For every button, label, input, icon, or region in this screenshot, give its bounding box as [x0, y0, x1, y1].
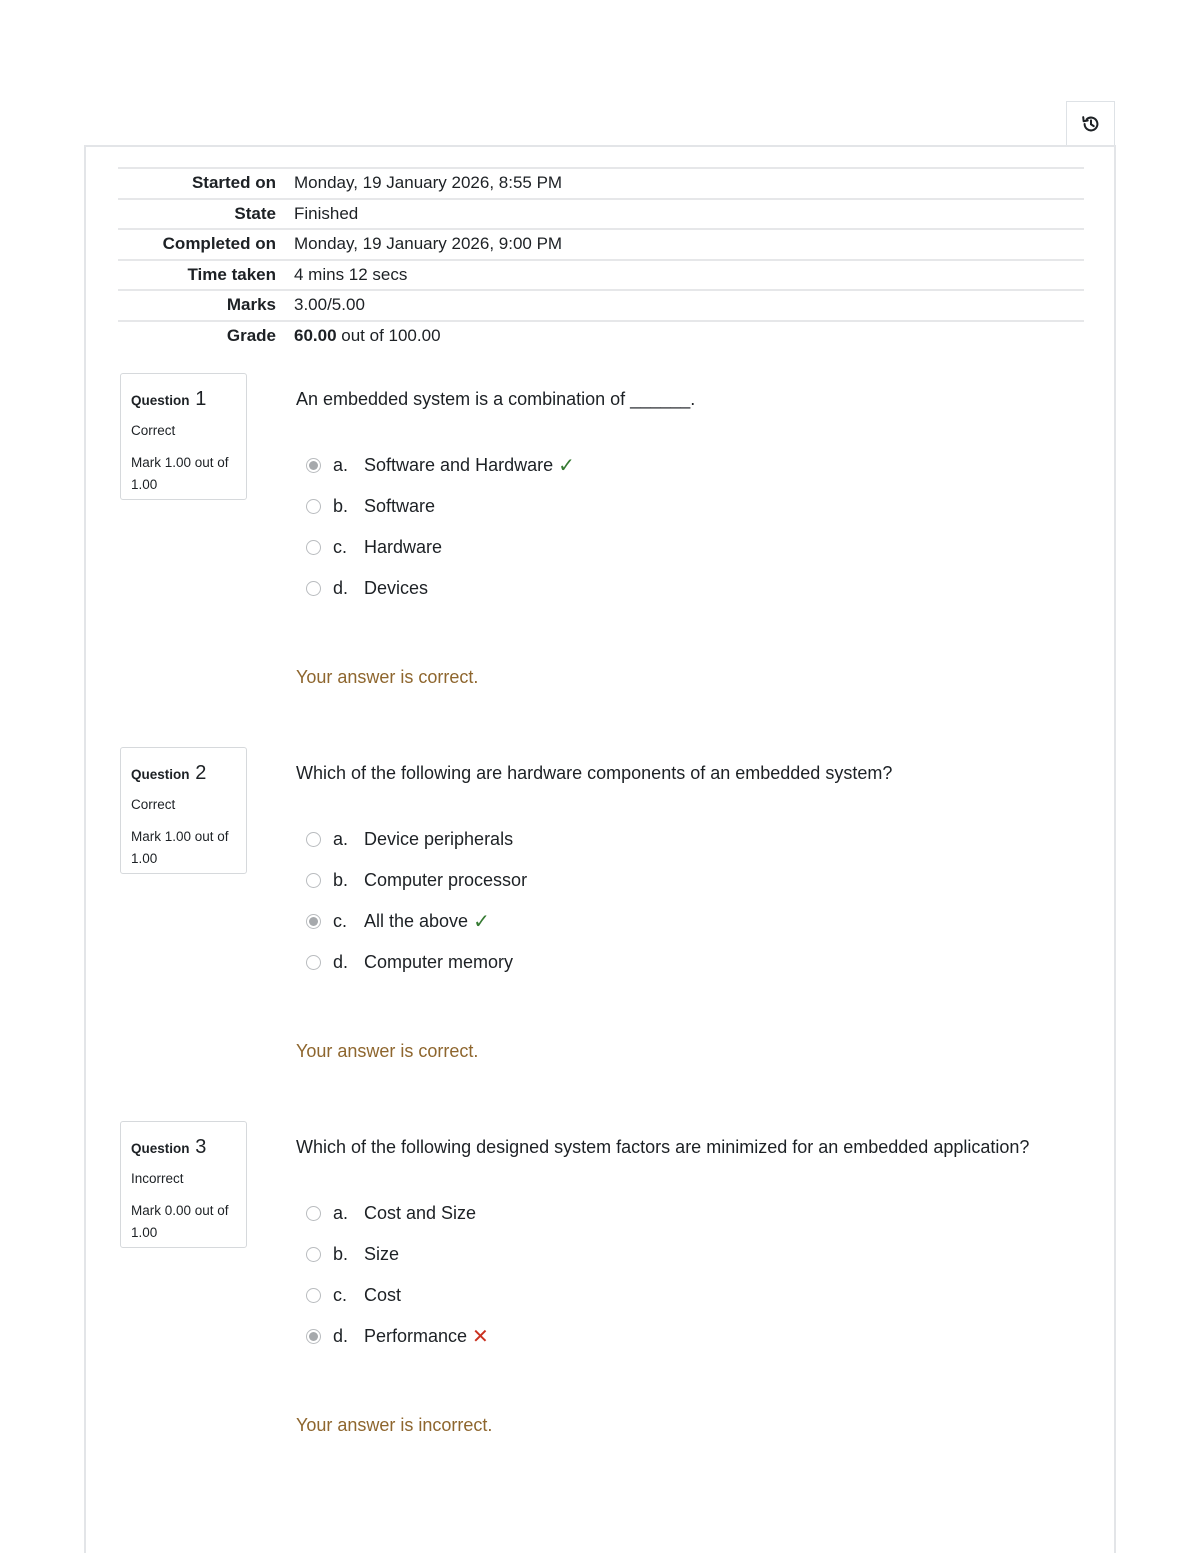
quiz-review-panel [84, 145, 1116, 1553]
answer-letter: d. [333, 952, 349, 972]
answer-text: Hardware [364, 537, 443, 557]
radio-button[interactable] [306, 955, 321, 970]
summary-value: 4 mins 12 secs [292, 260, 1084, 291]
radio-button[interactable] [306, 1288, 321, 1303]
question-title: Question [131, 767, 190, 782]
summary-value: Monday, 19 January 2026, 8:55 PM [292, 168, 1084, 199]
answer-letter: c. [333, 911, 348, 931]
answer-option[interactable] [306, 901, 527, 942]
radio-button-selected[interactable] [306, 914, 321, 929]
question-grade: Mark 1.00 out of 1.00 [131, 828, 229, 866]
answer-letter: b. [333, 1244, 349, 1264]
summary-row-started [118, 168, 1084, 199]
question-text: Which of the following designed system factors are minimized for an embedded application? [296, 1137, 1030, 1157]
question-number [131, 758, 236, 789]
question-number [131, 1132, 236, 1163]
radio-button[interactable] [306, 581, 321, 596]
answer-letter: b. [333, 496, 349, 516]
radio-button[interactable] [306, 873, 321, 888]
cross-icon: ✕ [472, 1326, 489, 1348]
radio-button[interactable] [306, 499, 321, 514]
question-title: Question [131, 393, 190, 408]
question-number [131, 384, 236, 415]
answer-feedback: Your answer is correct. [296, 667, 479, 687]
summary-label: Completed on [118, 229, 292, 260]
question-info [120, 1121, 247, 1248]
summary-label: Grade [118, 321, 292, 352]
summary-row-marks [118, 290, 1084, 321]
answer-letter: b. [333, 870, 349, 890]
answer-feedback: Your answer is incorrect. [296, 1415, 493, 1435]
answer-option[interactable] [306, 1316, 489, 1357]
summary-label: Started on [118, 168, 292, 199]
attempt-summary [118, 167, 1084, 351]
summary-row-time-taken [118, 260, 1084, 291]
summary-value: Finished [292, 199, 1084, 230]
history-icon [1080, 113, 1102, 135]
question-num: 1 [195, 388, 207, 410]
grade-score: 60.00 [294, 326, 337, 346]
summary-row-completed [118, 229, 1084, 260]
history-button[interactable] [1066, 101, 1115, 147]
summary-row-grade [118, 321, 1084, 352]
answer-option[interactable] [306, 527, 575, 568]
answer-option[interactable] [306, 1234, 489, 1275]
answer-letter: d. [333, 578, 349, 598]
question-state: Correct [131, 423, 176, 438]
answer-letter: c. [333, 1285, 348, 1305]
summary-value: Monday, 19 January 2026, 9:00 PM [292, 229, 1084, 260]
answer-letter: a. [333, 1203, 349, 1223]
answer-text: All the above [364, 911, 469, 931]
radio-button-selected[interactable] [306, 458, 321, 473]
grade-suffix: out of 100.00 [336, 326, 441, 346]
answer-letter: c. [333, 537, 348, 557]
check-icon: ✓ [558, 455, 575, 477]
answer-list [306, 1193, 489, 1357]
answer-text: Device peripherals [364, 829, 514, 849]
question-num: 2 [195, 762, 207, 784]
answer-text: Cost and Size [364, 1203, 477, 1223]
answer-option[interactable] [306, 860, 527, 901]
answer-list [306, 819, 527, 983]
question-grade: Mark 1.00 out of 1.00 [131, 454, 229, 492]
question-text: Which of the following are hardware components of an embedded system? [296, 763, 893, 783]
answer-option[interactable] [306, 568, 575, 609]
answer-option[interactable] [306, 1275, 489, 1316]
answer-text: Computer memory [364, 952, 514, 972]
check-icon: ✓ [473, 911, 490, 933]
radio-button[interactable] [306, 832, 321, 847]
answer-text: Computer processor [364, 870, 528, 890]
answer-option[interactable] [306, 942, 527, 983]
answer-option[interactable] [306, 445, 575, 486]
radio-button[interactable] [306, 1247, 321, 1262]
question-text: An embedded system is a combination of ______. [296, 389, 696, 409]
radio-button[interactable] [306, 1206, 321, 1221]
answer-text: Performance [364, 1326, 468, 1346]
answer-option[interactable] [306, 819, 527, 860]
summary-row-state [118, 199, 1084, 230]
answer-text: Software and Hardware [364, 455, 554, 475]
question-title: Question [131, 1141, 190, 1156]
question-state: Incorrect [131, 1171, 184, 1186]
answer-text: Software [364, 496, 436, 516]
summary-label: Time taken [118, 260, 292, 291]
answer-list [306, 445, 575, 609]
answer-option[interactable] [306, 486, 575, 527]
summary-label: State [118, 199, 292, 230]
radio-button-selected[interactable] [306, 1329, 321, 1344]
answer-letter: a. [333, 829, 349, 849]
summary-value [292, 321, 1084, 352]
question-state: Correct [131, 797, 176, 812]
question-grade: Mark 0.00 out of 1.00 [131, 1202, 229, 1240]
radio-button[interactable] [306, 540, 321, 555]
answer-text: Size [364, 1244, 400, 1264]
summary-label: Marks [118, 290, 292, 321]
answer-text: Devices [364, 578, 429, 598]
summary-value: 3.00/5.00 [292, 290, 1084, 321]
answer-letter: d. [333, 1326, 349, 1346]
answer-text: Cost [364, 1285, 402, 1305]
question-info [120, 373, 247, 500]
question-info [120, 747, 247, 874]
answer-option[interactable] [306, 1193, 489, 1234]
answer-letter: a. [333, 455, 349, 475]
answer-feedback: Your answer is correct. [296, 1041, 479, 1061]
question-num: 3 [195, 1136, 207, 1158]
